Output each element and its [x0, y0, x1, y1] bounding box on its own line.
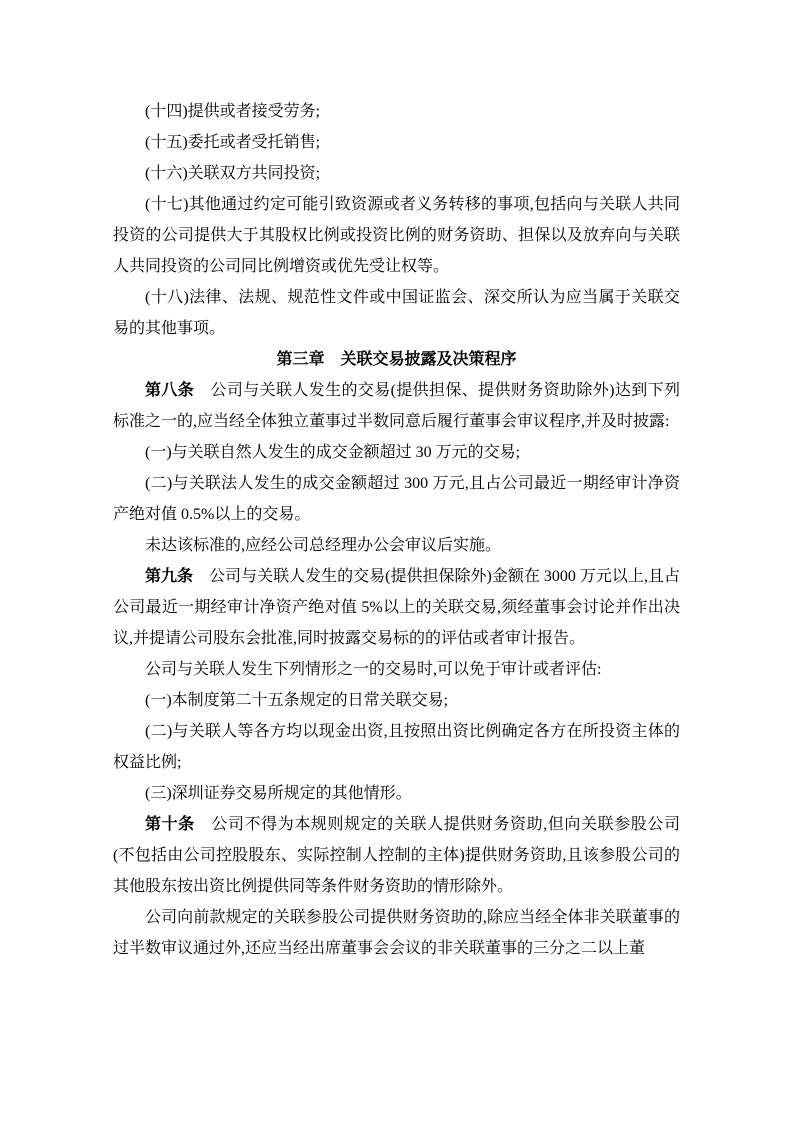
article-10-text: 公司不得为本规则规定的关联人提供财务资助,但向关联参股公司(不包括由公司控股股东、实际控制人控制的主体)提供财务资助,且该参股公司的其他股东按出资比例提供同等条件财务资助的情形除外。: [113, 816, 680, 895]
article-9-paragraph: [113, 561, 680, 654]
list-item-16: (十六)关联双方共同投资;: [145, 165, 321, 182]
article-9-label: 第九条: [145, 568, 194, 585]
list-item-14: (十四)提供或者接受劳务;: [145, 103, 321, 120]
article-9-exemption-intro: 公司与关联人发生下列情形之一的交易时,可以免于审计或者评估:: [145, 661, 602, 678]
article-9-text: 公司与关联人发生的交易(提供担保除外)金额在 3000 万元以上,且占公司最近一期经审计净资产绝对值 5%以上的关联交易,须经董事会讨论并作出决议,并提请公司股东会批准,同时披露交易标的的评估或者审计报告。: [113, 568, 680, 647]
article-9-item-2: (二)与关联人等各方均以现金出资,且按照出资比例确定各方在所投资主体的权益比例;: [113, 723, 680, 771]
article-10-second-paragraph: 公司向前款规定的关联参股公司提供财务资助的,除应当经全体非关联董事的过半数审议通过外,还应当经出席董事会会议的非关联董事的三分之二以上董: [113, 909, 680, 957]
article-10-paragraph: [113, 809, 680, 902]
article-10-label: 第十条: [145, 816, 195, 833]
list-item-17: (十七)其他通过约定可能引致资源或者义务转移的事项,包括向与关联人共同投资的公司提供大于其股权比例或投资比例的财务资助、担保以及放弃向与关联人共同投资的公司同比例增资或优先受让权等。: [113, 196, 680, 275]
article-9-item-3: (三)深圳证券交易所规定的其他情形。: [145, 785, 412, 802]
article-8-closing: 未达该标准的,应经公司总经理办公会审议后实施。: [145, 537, 502, 554]
article-8-paragraph: [113, 375, 680, 437]
list-item-15: (十五)委托或者受托销售;: [145, 134, 321, 151]
article-8-item-2: (二)与关联法人发生的成交金额超过 300 万元,且占公司最近一期经审计净资产绝对值 0.5%以上的交易。: [113, 475, 680, 523]
list-item-18: (十八)法律、法规、规范性文件或中国证监会、深交所认为应当属于关联交易的其他事项。: [113, 289, 680, 337]
chapter-3-heading: 第三章 关联交易披露及决策程序: [276, 351, 517, 368]
article-8-item-1: (一)与关联自然人发生的成交金额超过 30 万元的交易;: [145, 444, 521, 461]
article-8-label: 第八条: [145, 382, 195, 399]
article-8-text: 公司与关联人发生的交易(提供担保、提供财务资助除外)达到下列标准之一的,应当经全体独立董事过半数同意后履行董事会审议程序,并及时披露:: [113, 382, 680, 430]
article-9-item-1: (一)本制度第二十五条规定的日常关联交易;: [145, 692, 449, 709]
